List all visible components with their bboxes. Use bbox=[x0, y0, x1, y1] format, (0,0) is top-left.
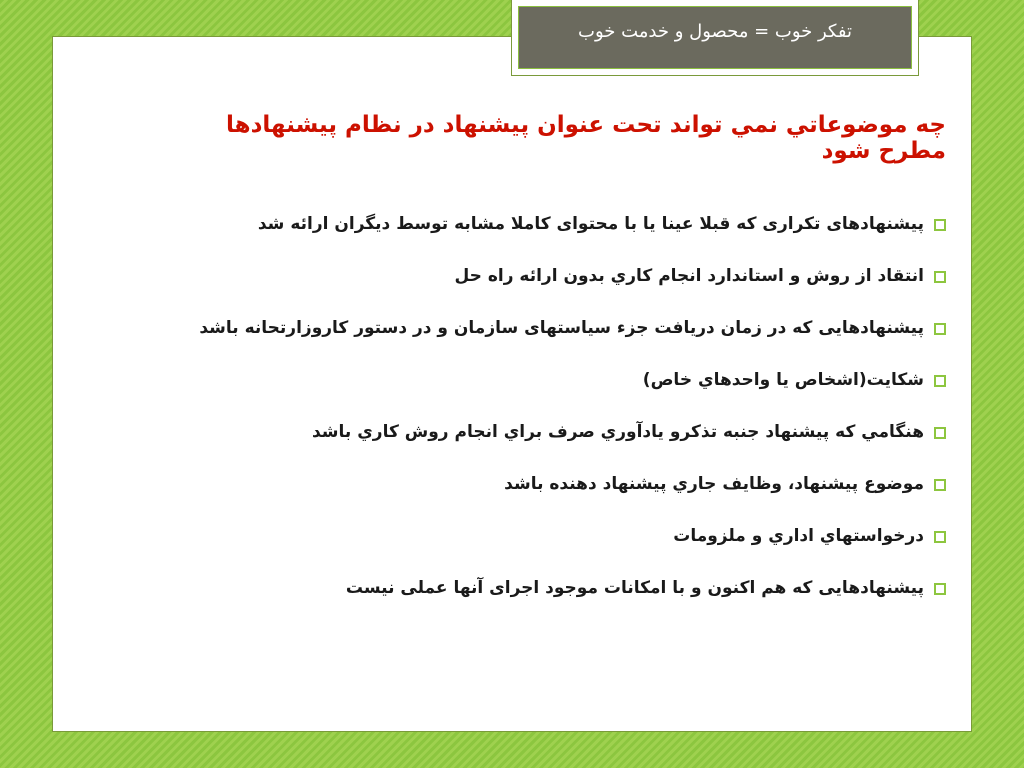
header-tab-inner bbox=[518, 6, 912, 69]
square-bullet-icon bbox=[934, 219, 946, 231]
bullet-item bbox=[146, 406, 946, 458]
bullet-text: انتقاد از روش و استاندارد انجام كاري بدون ارائه راه حل bbox=[454, 266, 924, 286]
header-tab bbox=[511, 0, 919, 76]
square-bullet-icon bbox=[934, 271, 946, 283]
bullet-item bbox=[146, 458, 946, 510]
bullet-list bbox=[146, 198, 946, 614]
bullet-item bbox=[146, 354, 946, 406]
square-bullet-icon bbox=[934, 323, 946, 335]
square-bullet-icon bbox=[934, 375, 946, 387]
square-bullet-icon bbox=[934, 531, 946, 543]
bullet-text: موضوع پيشنهاد، وظايف جاري پيشنهاد دهنده باشد bbox=[504, 474, 924, 494]
bullet-text: پیشنهادهای تکراری که قبلا عینا یا با محتوای کاملا مشابه توسط دیگران ارائه شد bbox=[257, 214, 924, 234]
square-bullet-icon bbox=[934, 427, 946, 439]
bullet-item bbox=[146, 198, 946, 250]
slide-title: چه موضوعاتي نمي تواند تحت عنوان پيشنهاد در نظام پيشنهادها مطرح شود bbox=[226, 112, 946, 164]
bullet-item bbox=[146, 302, 946, 354]
bullet-text: پیشنهادهایی که هم اکنون و با امکانات موجود اجرای آنها عملی نیست bbox=[345, 578, 924, 598]
square-bullet-icon bbox=[934, 583, 946, 595]
bullet-text: پیشنهادهایی که در زمان دریافت جزء سیاستهای سازمان و در دستور کاروزارتحانه باشد bbox=[199, 318, 924, 338]
header-text: تفکر خوب = محصول و خدمت خوب bbox=[578, 21, 852, 42]
bullet-text: شكايت(اشخاص يا واحدهاي خاص) bbox=[642, 370, 924, 390]
bullet-text: هنگامي كه پيشنهاد جنبه تذكرو يادآوري صرف براي انجام روش كاري باشد bbox=[311, 422, 924, 442]
bullet-item bbox=[146, 510, 946, 562]
bullet-text: درخواستهاي اداري و ملزومات bbox=[673, 526, 924, 546]
square-bullet-icon bbox=[934, 479, 946, 491]
bullet-item bbox=[146, 562, 946, 614]
bullet-item bbox=[146, 250, 946, 302]
